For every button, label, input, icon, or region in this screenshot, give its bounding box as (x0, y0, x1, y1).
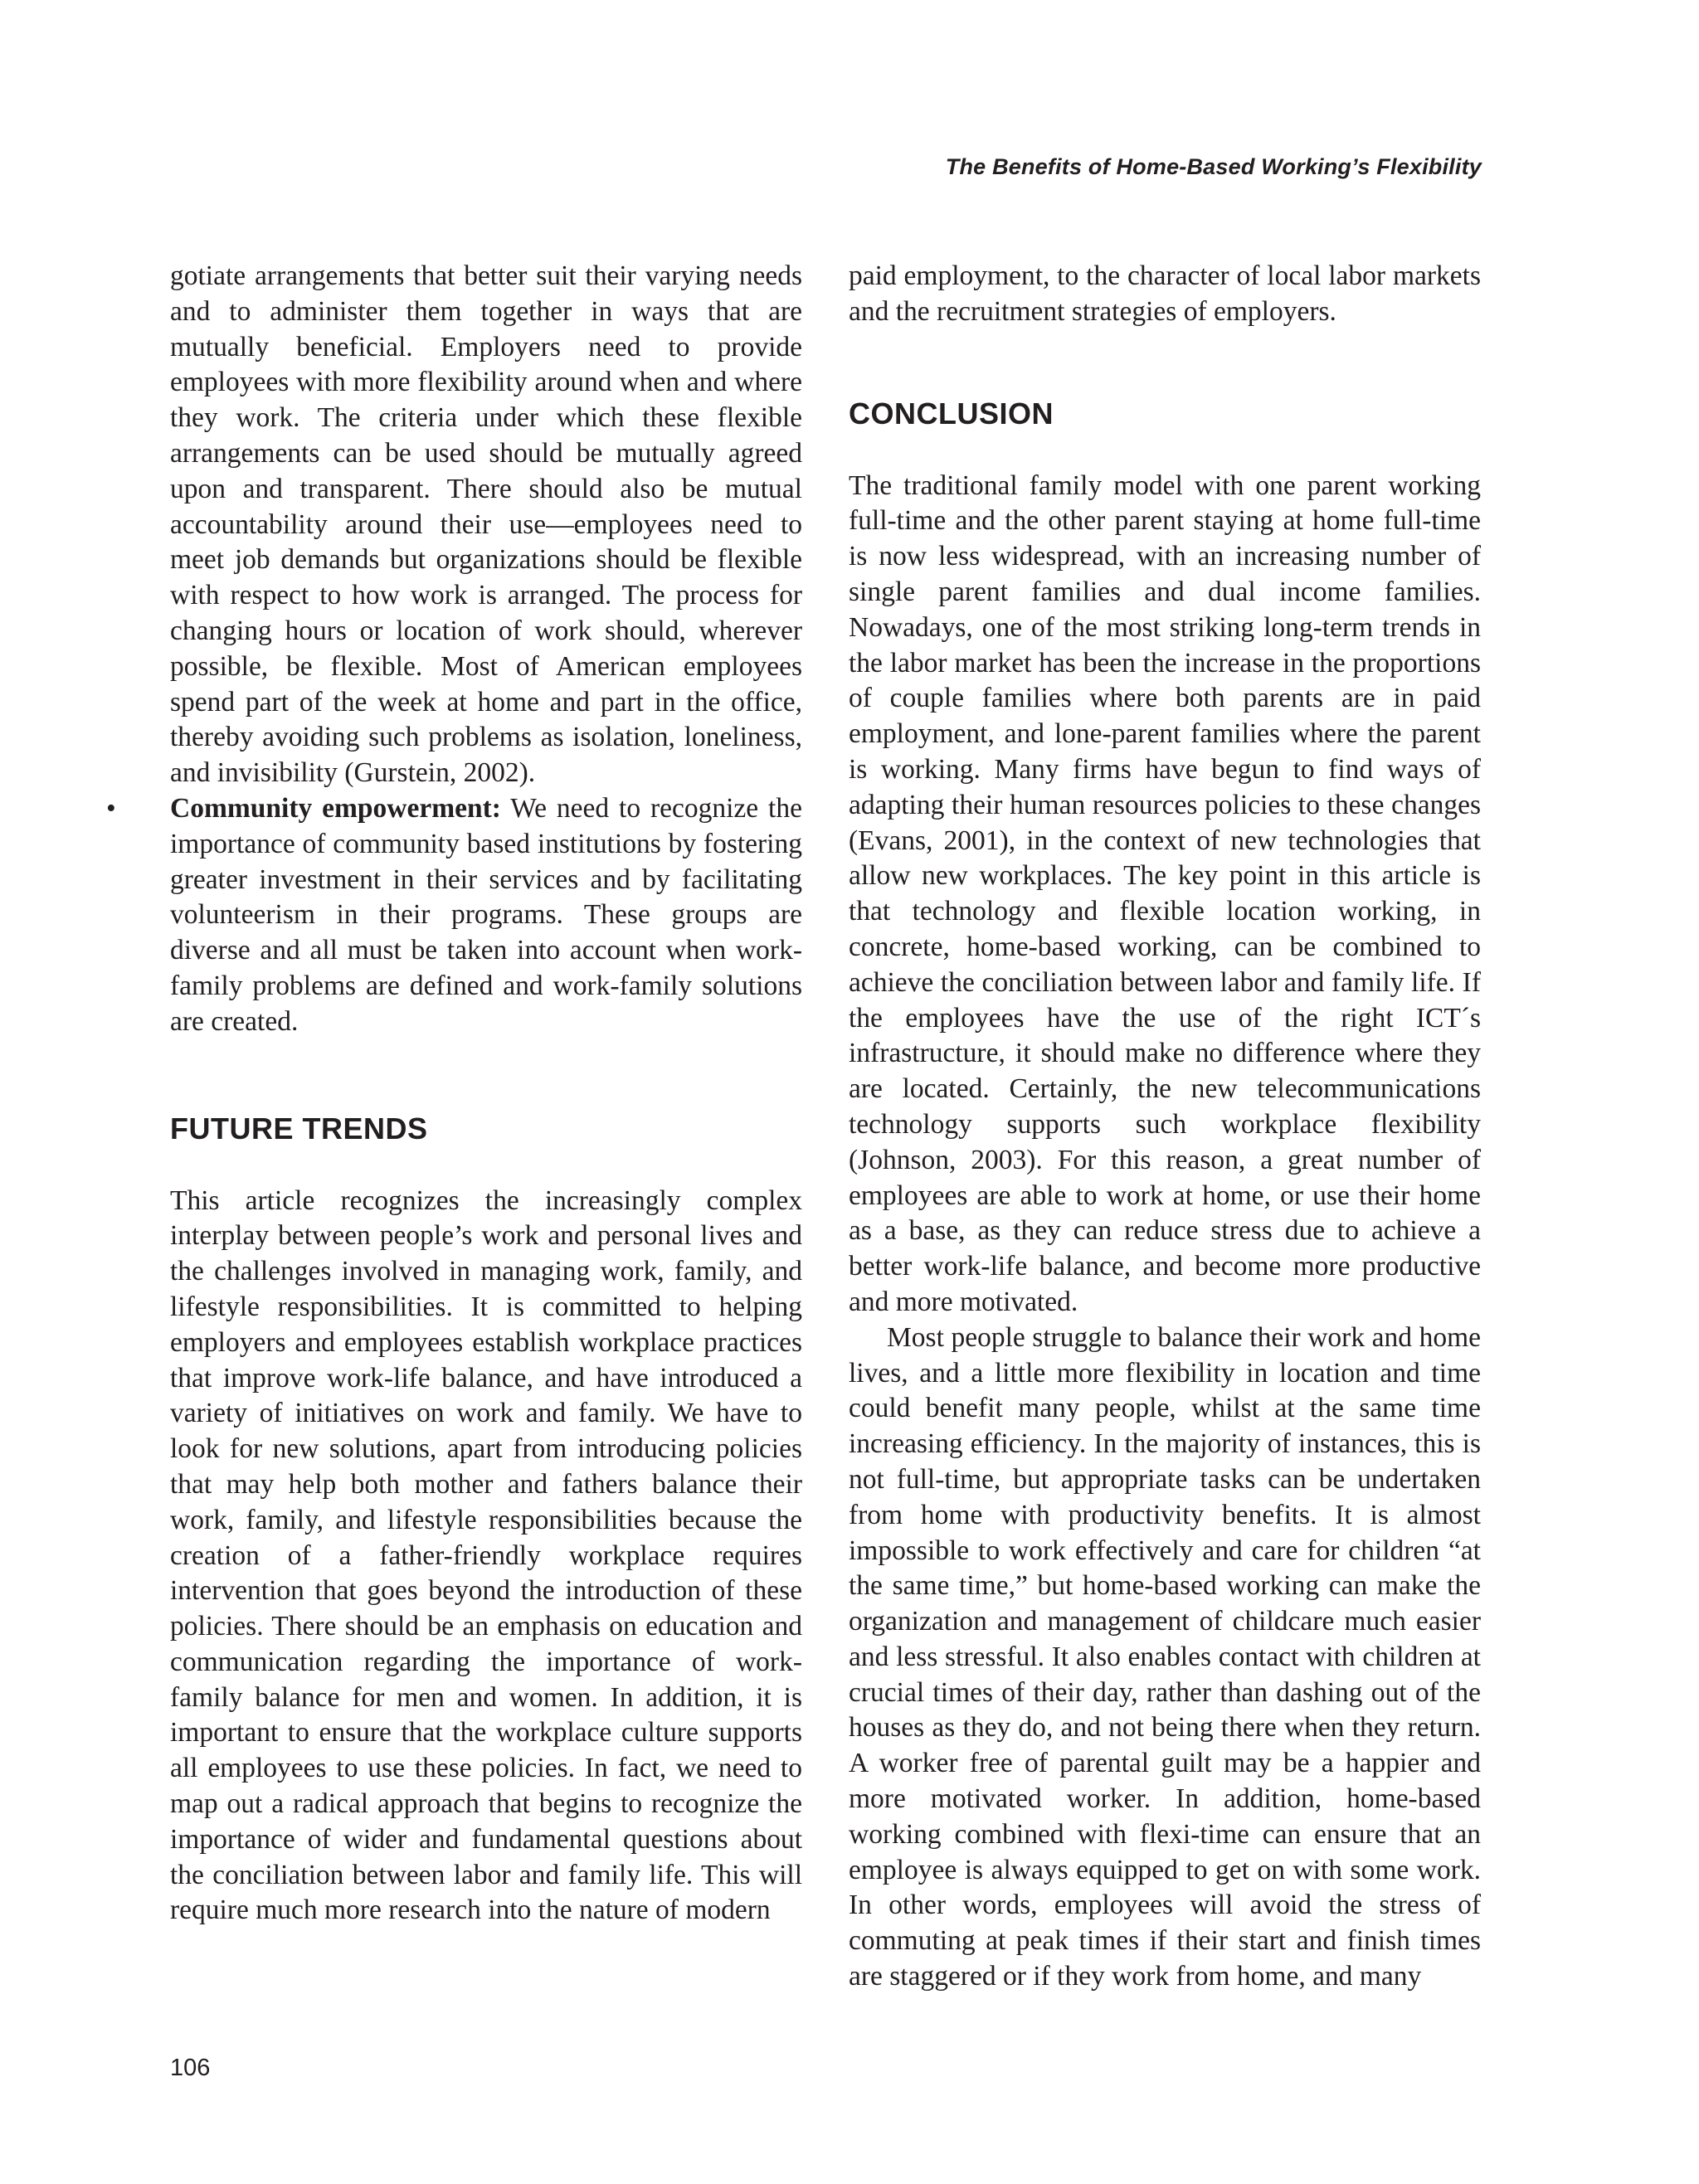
running-header: The Benefits of Home-Based Working’s Flexibility (945, 154, 1482, 179)
left-column (106, 259, 802, 1929)
conclusion-heading: CONCLUSION (849, 396, 1054, 430)
left-continuation-paragraph: gotiate arrangements that better suit their varying needs and to administer them together in ways that are mutually beneficial. Employers need to provide employees with more flexibility around when and where they work. The criteria under which these flexible arrangements can be used should be mutually agreed upon and transparent. There should also be mutual accountability around their use—employees need to meet job demands but organizations should be flexible with respect to how work is arranged. The process for changing hours or location of work should, wherever possible, be flexible. Most of American employees spend part of the week at home and part in the office, thereby avoiding such problems as isolation, loneliness, and invisibility (Gurstein, 2002). (170, 260, 802, 789)
page-number: 106 (170, 2055, 211, 2081)
right-continuation-paragraph: paid employment, to the character of local labor markets and the recruitment strategies of employers. (849, 260, 1481, 327)
bullet-marker: • (106, 792, 116, 824)
bullet-text: We need to recognize the importance of community based institutions by fostering greater investment in their services and by facilitating volunteerism in their programs. These groups are diverse and all must be taken into account when work-family problems are defined and work-family solutions are created. (170, 792, 802, 1037)
conclusion-paragraph-2: Most people struggle to balance their work and home lives, and a little more flexibility in location and time could benefit many people, whilst at the same time increasing efficiency. In the majority of instances, this is not full-time, but appropriate tasks can be undertaken from home with productivity benefits. It is almost impossible to work effectively and care for children “at the same time,” but home-based working can make the organization and management of childcare much easier and less stressful. It also enables contact with children at crucial times of their day, rather than dashing out of the houses as they do, and not being there when they return. A worker free of parental guilt may be a happier and more motivated worker. In addition, home-based working combined with flexi-time can ensure that an employee is always equipped to get on with some work. In other words, employees will avoid the stress of commuting at peak times if their start and finish times are staggered or if they work from home, and many (849, 1321, 1481, 1992)
future-trends-heading: FUTURE TRENDS (170, 1111, 428, 1146)
bullet-item-community-empowerment (106, 791, 802, 1040)
future-trends-paragraph: This article recognizes the increasingly complex interplay between people’s work and personal lives and the challenges involved in managing work, family, and lifestyle responsibilities. It is committed to helping employers and employees establish workplace practices that improve work-life balance, and have introduced a variety of initiatives on work and family. We have to look for new solutions, apart from introducing policies that may help both mother and fathers balance their work, family, and lifestyle responsibilities because the creation of a father-friendly workplace requires intervention that goes beyond the introduction of these policies. There should be an emphasis on education and communication regarding the importance of work-family balance for men and women. In addition, it is important to ensure that the workplace culture supports all employees to use these policies. In fact, we need to map out a radical approach that begins to recognize the importance of wider and fundamental questions about the conciliation between labor and family life. This will require much more research into the nature of modern (170, 1184, 802, 1926)
right-column (849, 259, 1481, 1995)
bullet-term: Community empowerment: (170, 792, 501, 824)
conclusion-paragraph-1: The traditional family model with one parent working full-time and the other parent staying at home full-time is now less widespread, with an increasing number of single parent families and dual income families. Nowadays, one of the most striking long-term trends in the labor market has been the increase in the proportions of couple families where both parents are in paid employment, and lone-parent families where the parent is working. Many firms have begun to find ways of adapting their human resources policies to these changes (Evans, 2001), in the context of new technologies that allow new workplaces. The key point in this article is that technology and flexible location working, in concrete, home-based working, can be combined to achieve the conciliation between labor and family life. If the employees have the use of the right ICT´s infrastructure, it should make no difference where they are located. Certainly, the new telecommunications technology supports such workplace flexibility (Johnson, 2003). For this reason, a great number of employees are able to work at home, or use their home as a base, as they can reduce stress due to achieve a better work-life balance, and become more productive and more motivated. (849, 469, 1481, 1317)
